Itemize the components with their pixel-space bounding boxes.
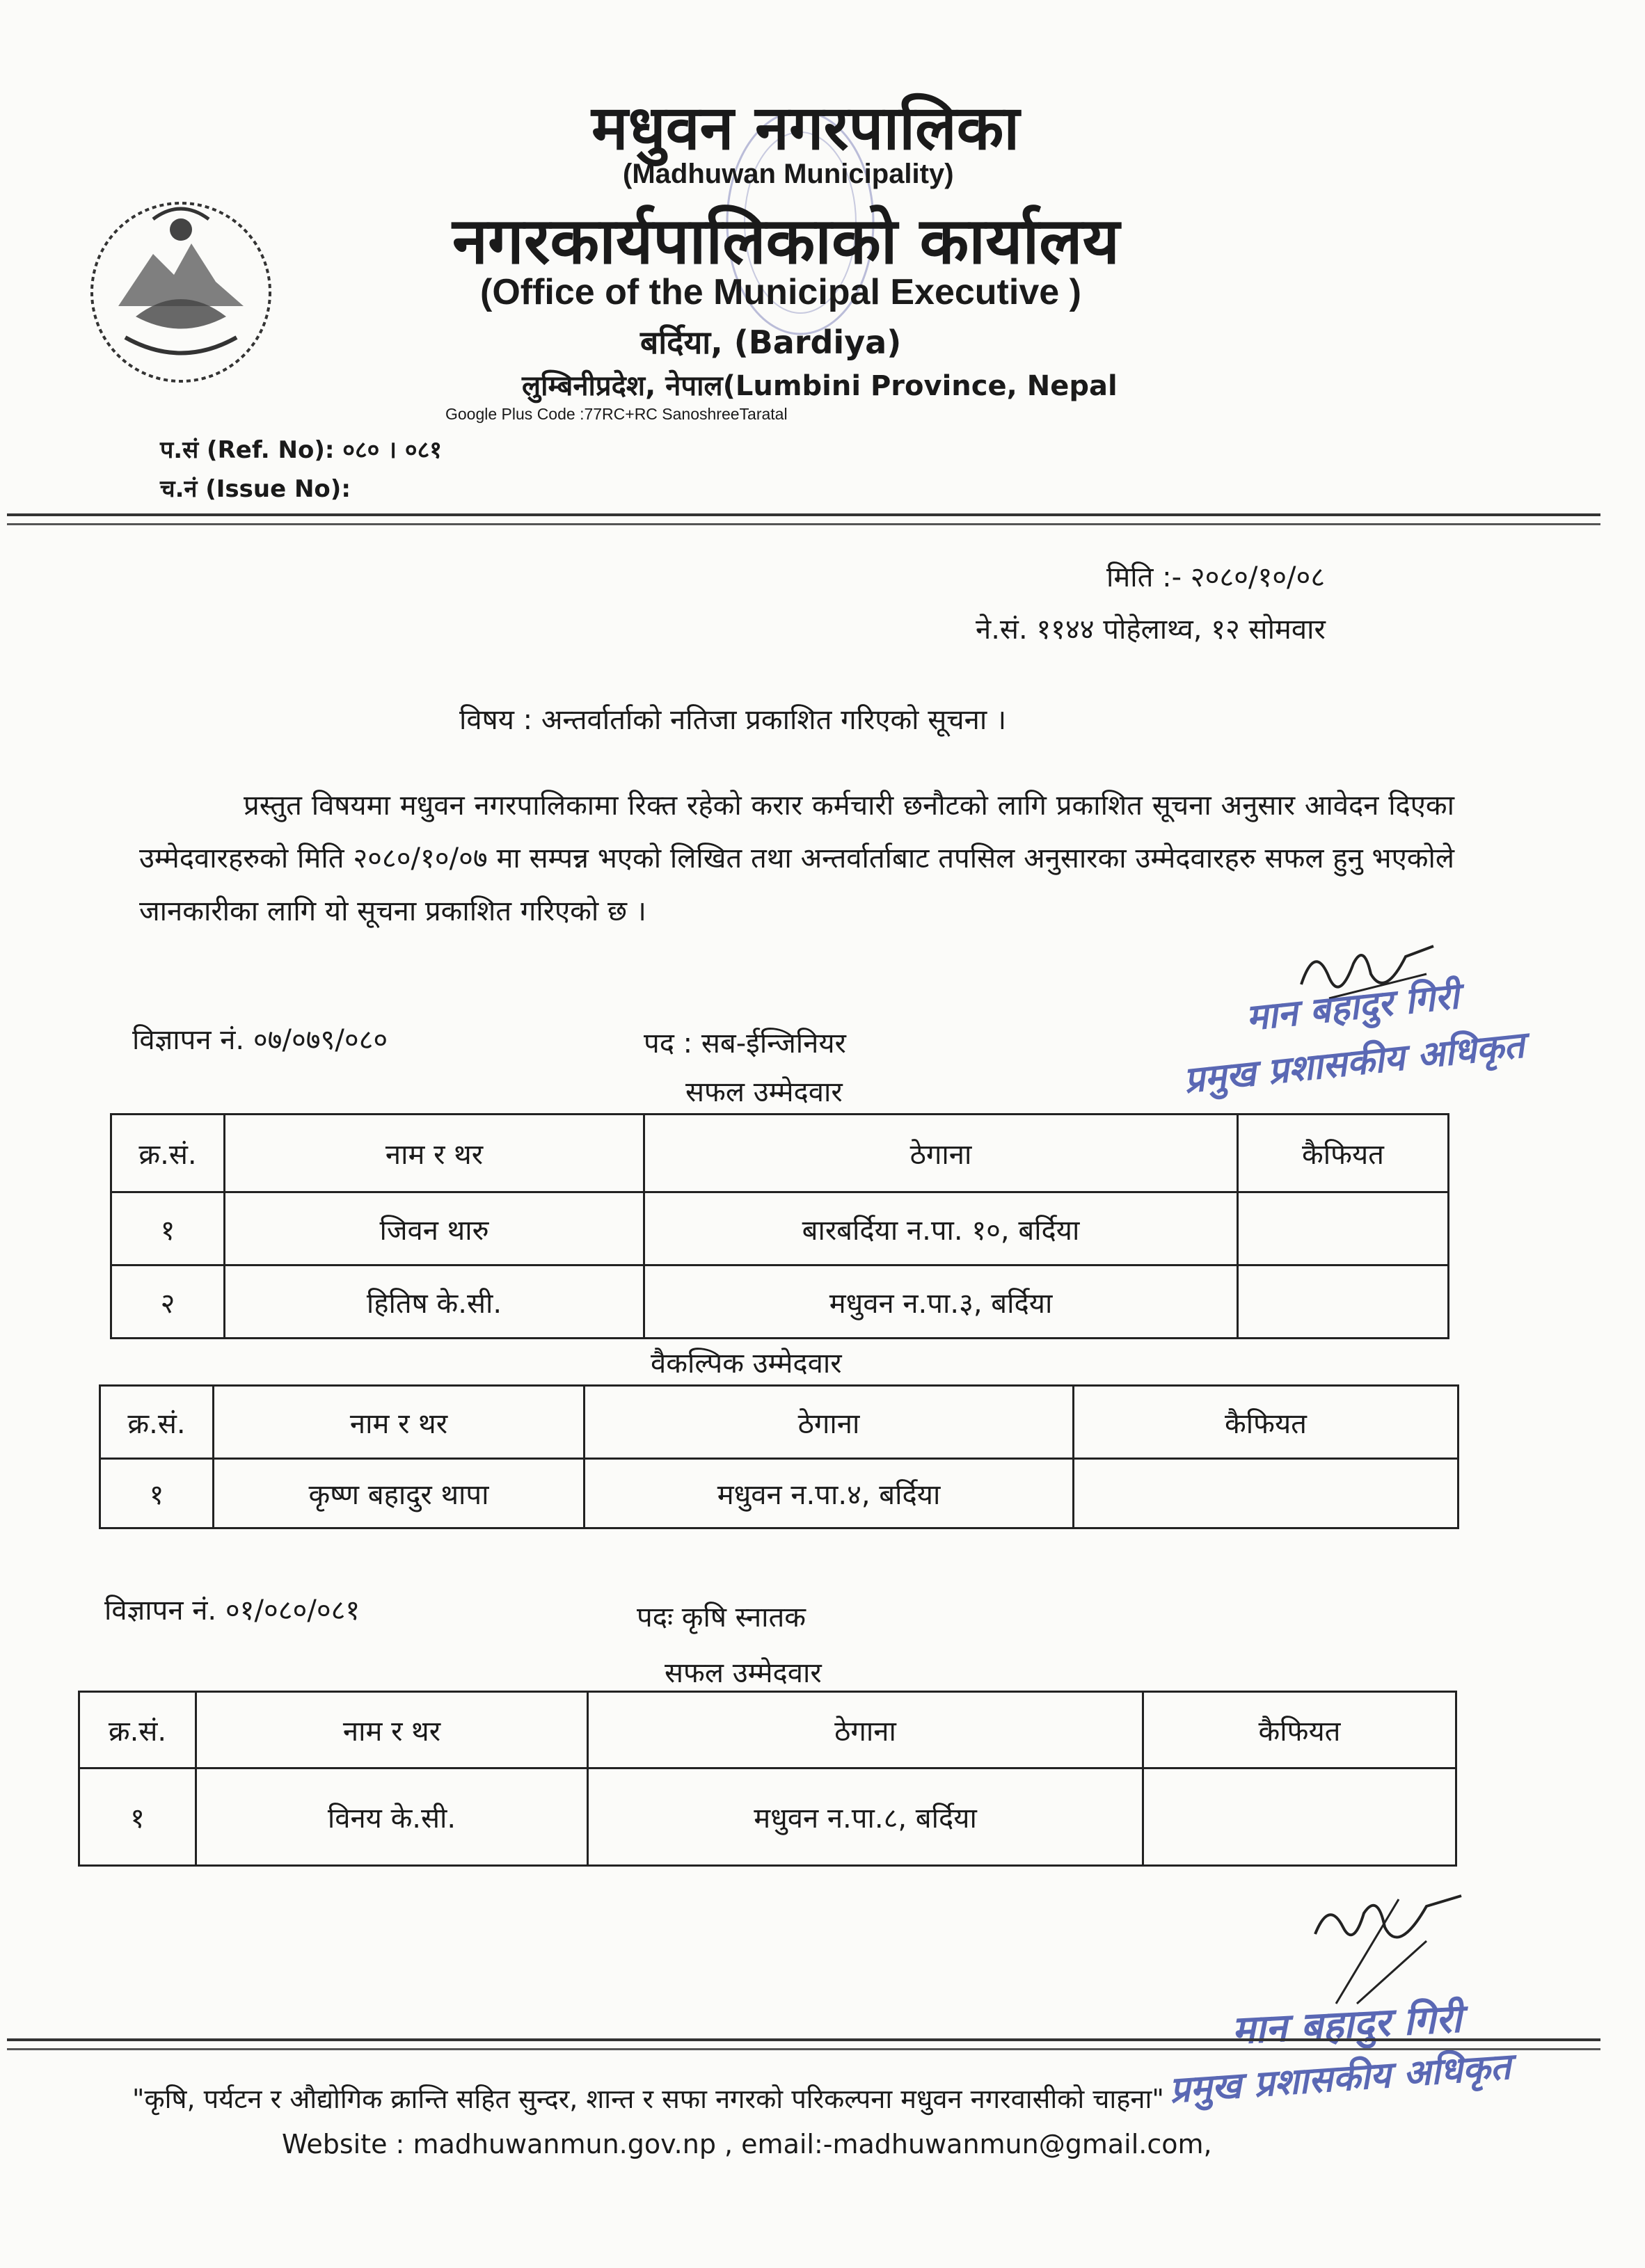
ad2-post: पदः कृषि स्नातक	[637, 1602, 806, 1634]
table-row	[111, 1265, 1449, 1339]
stamp-officer-name: मान बहादुर गिरी	[1230, 1996, 1463, 2054]
cell-name: विनय के.सी.	[196, 1768, 588, 1866]
cell-remarks	[1238, 1192, 1449, 1265]
province-label: लुम्बिनीप्रदेश, नेपाल(Lumbini Province, Nepal	[522, 370, 1118, 402]
col-address-header: ठेगाना	[644, 1115, 1238, 1192]
col-remarks-header: कैफियत	[1143, 1692, 1456, 1768]
ad1-successful-caption: सफल उम्मेदवार	[685, 1076, 843, 1108]
plus-code-label: Google Plus Code :77RC+RC SanoshreeTaratal	[445, 405, 788, 423]
col-name-header: नाम र थर	[225, 1115, 644, 1192]
cell-name: हितिष के.सी.	[225, 1265, 644, 1339]
cell-address: मधुवन न.पा.३, बर्दिया	[644, 1265, 1238, 1339]
ad1-number: विज्ञापन नं. ०७/०७९/०८०	[132, 1024, 388, 1056]
ad1-post: पद : सब-ईन्जिनियर	[644, 1028, 846, 1060]
municipality-title-np: मधुवन नगरपालिका	[591, 92, 1020, 163]
cell-address: मधुवन न.पा.४, बर्दिया	[585, 1459, 1074, 1528]
col-name-header: नाम र थर	[196, 1692, 588, 1768]
footer-divider	[7, 2038, 1600, 2050]
table-row	[111, 1192, 1449, 1265]
ad2-successful-table	[78, 1691, 1457, 1867]
notice-subject: विषय : अन्तर्वार्ताको नतिजा प्रकाशित गरिएको सूचना ।	[459, 704, 1007, 736]
cell-remarks	[1143, 1768, 1456, 1866]
nepal-emblem-logo	[70, 177, 292, 403]
col-address-header: ठेगाना	[588, 1692, 1143, 1768]
col-remarks-header: कैफियत	[1238, 1115, 1449, 1192]
stamp-officer-designation: प्रमुख प्रशासकीय अधिकृत	[1182, 1024, 1527, 1102]
ref-number: प.सं (Ref. No): ०८० । ०८१	[160, 436, 442, 464]
ad1-successful-table	[110, 1113, 1449, 1339]
ad1-alternate-caption: वैकल्पिक उम्मेदवार	[651, 1348, 842, 1380]
cell-remarks	[1238, 1265, 1449, 1339]
col-sn-header: क्र.सं.	[100, 1386, 214, 1459]
col-sn-header: क्र.सं.	[111, 1115, 225, 1192]
cell-sn: १	[111, 1192, 225, 1265]
office-title-np: नगरकार्यपालिकाको कार्यालय	[452, 204, 1120, 278]
ad2-number: विज्ञापन नं. ०१/०८०/०८१	[104, 1595, 360, 1627]
cell-address: बारबर्दिया न.पा. १०, बर्दिया	[644, 1192, 1238, 1265]
footer-slogan: "कृषि, पर्यटन र औद्योगिक क्रान्ति सहित सुन्दर, शान्त र सफा नगरको परिकल्पना मधुवन नगरवासीको चाहना"	[132, 2084, 1164, 2114]
table-row	[79, 1768, 1456, 1866]
col-sn-header: क्र.सं.	[79, 1692, 196, 1768]
nepal-sambat-date: ने.सं. ११४४ पोहेलाथ्व, १२ सोमवार	[976, 614, 1326, 646]
table-row	[100, 1459, 1459, 1528]
ad1-alternate-table	[99, 1384, 1459, 1529]
table-header-row	[100, 1386, 1459, 1459]
cell-sn: २	[111, 1265, 225, 1339]
ad2-successful-caption: सफल उम्मेदवार	[665, 1657, 822, 1689]
notice-body: प्रस्तुत विषयमा मधुवन नगरपालिकामा रिक्त रहेको करार कर्मचारी छनौटको लागि प्रकाशित सूचना अनुसार आवेदन दिएका उम्मेदवारहरुको मिति २०८०/१०/०७ मा सम्पन्न भएको लिखित तथा अन्तर्वार्ताबाट तपसिल अनुसारका उम्मेदवारहरु सफल हुनु भएकोले जानकारीका लागि यो सूचना प्रकाशित गरिएको छ ।	[139, 790, 1454, 927]
cell-address: मधुवन न.पा.८, बर्दिया	[588, 1768, 1143, 1866]
cell-sn: १	[100, 1459, 214, 1528]
municipality-title-en: (Madhuwan Municipality)	[623, 159, 954, 189]
col-remarks-header: कैफियत	[1074, 1386, 1459, 1459]
district-label: बर्दिया, (Bardiya)	[640, 324, 902, 361]
cell-sn: १	[79, 1768, 196, 1866]
table-header-row	[111, 1115, 1449, 1192]
notice-date: मिति :- २०८०/१०/०८	[1106, 561, 1326, 593]
issue-number: च.नं (Issue No):	[160, 475, 351, 503]
stamp-officer-name: मान बहादुर गिरी	[1243, 975, 1461, 1039]
footer-website-email: Website : madhuwanmun.gov.np , email:-madhuwanmun@gmail.com,	[282, 2129, 1212, 2159]
cell-name: कृष्ण बहादुर थापा	[214, 1459, 585, 1528]
col-address-header: ठेगाना	[585, 1386, 1074, 1459]
header-divider	[7, 513, 1600, 525]
cell-remarks	[1074, 1459, 1459, 1528]
stamp-officer-designation: प्रमुख प्रशासकीय अधिकृत	[1168, 2045, 1512, 2112]
office-title-en: (Office of the Municipal Executive )	[480, 272, 1081, 312]
col-name-header: नाम र थर	[214, 1386, 585, 1459]
table-header-row	[79, 1692, 1456, 1768]
cell-name: जिवन थारु	[225, 1192, 644, 1265]
